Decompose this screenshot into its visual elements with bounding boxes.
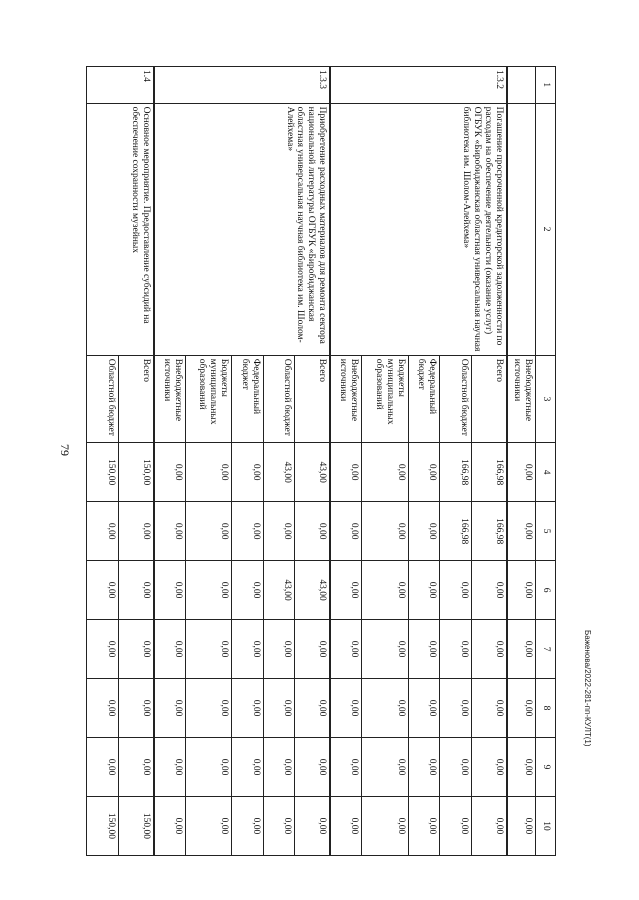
amount-cell: 0,00	[295, 738, 331, 797]
amount-cell: 0,00	[471, 620, 507, 679]
funding-source-cell: Областной бюджет	[87, 355, 119, 442]
amount-cell: 0,00	[330, 620, 362, 679]
amount-cell: 0,00	[263, 679, 295, 738]
amount-cell: 0,00	[232, 620, 264, 679]
funding-source-cell: Всего	[471, 355, 507, 442]
activity-name-cell: Приобретение расходных материалов для ремонта сектора национальной литературы ОГБУК «Биробиджанская областная универсальная научная библиотека им. Шолом-Алейхема»	[154, 103, 330, 355]
amount-cell: 0,00	[507, 679, 536, 738]
amount-cell: 0,00	[471, 738, 507, 797]
table-row	[295, 67, 331, 856]
amount-cell: 0,00	[362, 502, 408, 561]
amount-cell: 0,00	[408, 443, 440, 502]
amount-cell: 0,00	[408, 738, 440, 797]
amount-cell: 0,00	[232, 502, 264, 561]
amount-cell: 0,00	[362, 679, 408, 738]
table-header-row	[536, 67, 556, 856]
amount-cell: 0,00	[185, 502, 231, 561]
table-row	[118, 67, 154, 856]
header-cell: 1	[536, 67, 556, 104]
funding-source-cell: Всего	[295, 355, 331, 442]
amount-cell: 150,00	[118, 443, 154, 502]
amount-cell: 0,00	[295, 620, 331, 679]
amount-cell: 0,00	[471, 679, 507, 738]
amount-cell: 0,00	[440, 561, 472, 620]
amount-cell: 0,00	[154, 796, 186, 855]
amount-cell: 0,00	[185, 443, 231, 502]
amount-cell: 0,00	[408, 561, 440, 620]
amount-cell: 0,00	[185, 796, 231, 855]
amount-cell: 0,00	[185, 561, 231, 620]
funding-source-cell: Внебюджетные источники	[154, 355, 186, 442]
amount-cell: 166,98	[440, 502, 472, 561]
amount-cell: 0,00	[362, 738, 408, 797]
amount-cell: 0,00	[507, 502, 536, 561]
funding-source-cell: Федеральный бюджет	[408, 355, 440, 442]
amount-cell: 0,00	[330, 561, 362, 620]
amount-cell: 0,00	[118, 620, 154, 679]
amount-cell: 0,00	[87, 502, 119, 561]
header-cell: 2	[536, 103, 556, 355]
amount-cell: 0,00	[87, 679, 119, 738]
amount-cell: 0,00	[471, 561, 507, 620]
amount-cell: 0,00	[232, 443, 264, 502]
budget-table-body	[87, 67, 556, 856]
funding-source-cell: Федеральный бюджет	[232, 355, 264, 442]
funding-source-cell: Областной бюджет	[263, 355, 295, 442]
header-cell: 8	[536, 679, 556, 738]
amount-cell: 0,00	[154, 738, 186, 797]
amount-cell: 0,00	[507, 738, 536, 797]
amount-cell: 0,00	[507, 561, 536, 620]
amount-cell: 0,00	[440, 620, 472, 679]
amount-cell: 0,00	[330, 443, 362, 502]
amount-cell: 0,00	[362, 443, 408, 502]
amount-cell: 0,00	[185, 679, 231, 738]
amount-cell: 0,00	[263, 502, 295, 561]
funding-source-cell: Всего	[118, 355, 154, 442]
amount-cell: 0,00	[154, 561, 186, 620]
amount-cell: 43,00	[263, 443, 295, 502]
amount-cell: 0,00	[118, 738, 154, 797]
amount-cell: 150,00	[118, 796, 154, 855]
amount-cell: 0,00	[118, 561, 154, 620]
funding-source-cell: Внебюджетные источники	[330, 355, 362, 442]
amount-cell: 0,00	[408, 796, 440, 855]
amount-cell: 0,00	[87, 620, 119, 679]
document-code-text: Баженова/2022-281-пп-КУЛТ(1)	[583, 630, 592, 747]
amount-cell: 166,98	[471, 443, 507, 502]
row-number-cell: 1.4	[87, 67, 154, 104]
amount-cell: 150,00	[87, 796, 119, 855]
amount-cell: 0,00	[471, 796, 507, 855]
amount-cell: 0,00	[362, 561, 408, 620]
amount-cell: 0,00	[232, 679, 264, 738]
amount-cell: 0,00	[507, 620, 536, 679]
amount-cell: 0,00	[362, 620, 408, 679]
amount-cell: 0,00	[330, 738, 362, 797]
amount-cell: 150,00	[87, 443, 119, 502]
table-row	[507, 67, 536, 856]
amount-cell: 0,00	[507, 796, 536, 855]
amount-cell: 0,00	[154, 443, 186, 502]
amount-cell: 0,00	[295, 796, 331, 855]
activity-name-cell: Погашение просроченной кредиторской задолженности по расходам на обеспечение деятельности (оказание услуг) ОГБУК «Биробиджанская областная универсальная научная библиотека им. Шолом-Алейхема»	[330, 103, 506, 355]
header-cell: 5	[536, 502, 556, 561]
amount-cell: 0,00	[263, 796, 295, 855]
activity-name-cell	[507, 103, 536, 355]
amount-cell: 0,00	[154, 620, 186, 679]
table-row	[471, 67, 507, 856]
page-number: 79	[58, 444, 72, 456]
amount-cell: 0,00	[154, 679, 186, 738]
amount-cell: 0,00	[330, 796, 362, 855]
amount-cell: 0,00	[185, 620, 231, 679]
amount-cell: 0,00	[408, 502, 440, 561]
budget-table	[86, 66, 556, 856]
header-cell: 9	[536, 738, 556, 797]
row-number-cell: 1.3.3	[154, 67, 330, 104]
amount-cell: 0,00	[362, 796, 408, 855]
header-cell: 10	[536, 796, 556, 855]
amount-cell: 0,00	[263, 738, 295, 797]
amount-cell: 166,98	[440, 443, 472, 502]
funding-source-cell: Внебюджетные источники	[507, 355, 536, 442]
amount-cell: 0,00	[87, 738, 119, 797]
amount-cell: 0,00	[507, 443, 536, 502]
header-cell: 7	[536, 620, 556, 679]
amount-cell: 0,00	[330, 502, 362, 561]
amount-cell: 0,00	[118, 502, 154, 561]
amount-cell: 0,00	[408, 679, 440, 738]
funding-source-cell: Областной бюджет	[440, 355, 472, 442]
header-cell: 3	[536, 355, 556, 442]
amount-cell: 0,00	[87, 561, 119, 620]
amount-cell: 0,00	[440, 796, 472, 855]
amount-cell: 0,00	[185, 738, 231, 797]
activity-name-cell: Основное мероприятие. Предоставление субсидий на обеспечение сохранности музейных	[87, 103, 154, 355]
table-rotation-wrapper	[86, 66, 556, 856]
amount-cell: 0,00	[232, 738, 264, 797]
amount-cell: 0,00	[232, 561, 264, 620]
header-cell: 4	[536, 443, 556, 502]
amount-cell: 43,00	[295, 561, 331, 620]
amount-cell: 166,98	[471, 502, 507, 561]
amount-cell: 0,00	[408, 620, 440, 679]
amount-cell: 0,00	[330, 679, 362, 738]
amount-cell: 0,00	[295, 502, 331, 561]
amount-cell: 0,00	[440, 738, 472, 797]
amount-cell: 0,00	[118, 679, 154, 738]
amount-cell: 0,00	[295, 679, 331, 738]
amount-cell: 0,00	[232, 796, 264, 855]
amount-cell: 0,00	[263, 620, 295, 679]
amount-cell: 0,00	[154, 502, 186, 561]
funding-source-cell: Бюджеты муниципальных образований	[185, 355, 231, 442]
amount-cell: 0,00	[440, 679, 472, 738]
header-cell: 6	[536, 561, 556, 620]
amount-cell: 43,00	[295, 443, 331, 502]
amount-cell: 43,00	[263, 561, 295, 620]
funding-source-cell: Бюджеты муниципальных образований	[362, 355, 408, 442]
row-number-cell	[507, 67, 536, 104]
row-number-cell: 1.3.2	[330, 67, 506, 104]
